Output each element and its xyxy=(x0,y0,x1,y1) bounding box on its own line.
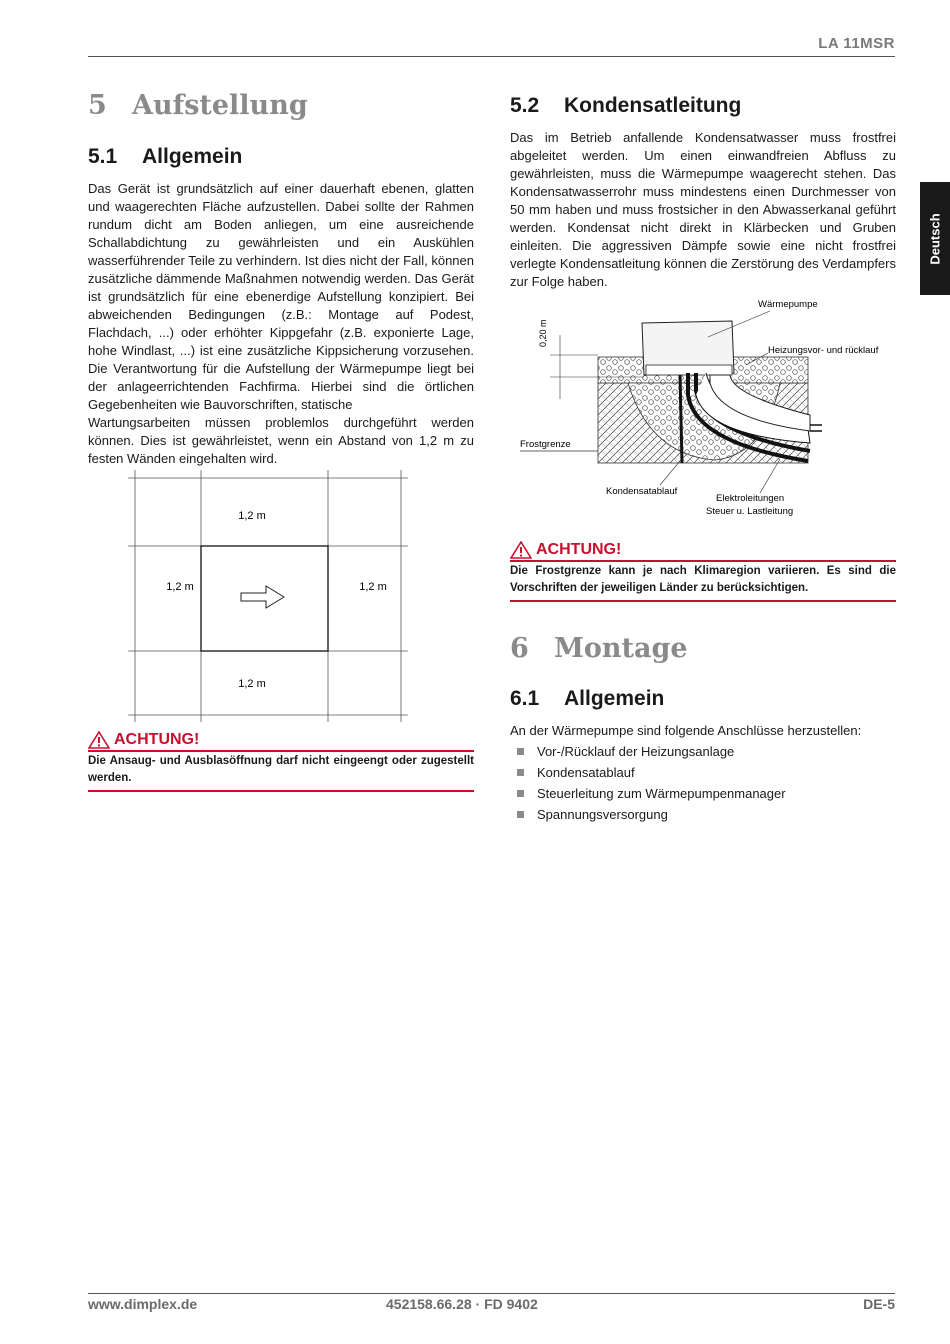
condensate-figure xyxy=(510,295,896,525)
footer-document-number: 452158.66.28 · FD 9402 xyxy=(386,1296,538,1312)
warning-bottom-rule xyxy=(88,790,474,792)
frost-line-label: Frostgrenze xyxy=(520,439,571,450)
clearance-diagram xyxy=(88,470,474,725)
subsection-title: Allgemein xyxy=(142,145,243,168)
paragraph-wartung: Wartungsarbeiten müssen problemlos durchgeführt werden können. Dies ist gewährleistet, wenn ein Abstand von 1,2 m zu festen Wänden eingehalten wird. xyxy=(88,415,474,466)
subsection-number: 5.1 xyxy=(88,145,118,168)
heading-5-2 xyxy=(510,94,741,118)
list-item-text: Steuerleitung zum Wärmepumpenmanager xyxy=(537,786,786,801)
warning-text: Die Frostgrenze kann je nach Klimaregion variieren. Es sind die Vorschriften der jeweiligen Länder zu berücksichtigen. xyxy=(510,565,896,594)
warning-text: Die Ansaug- und Ausblasöffnung darf nicht eingeengt oder zugestellt werden. xyxy=(88,755,474,784)
list-item xyxy=(510,783,896,804)
warning-title-row xyxy=(510,541,896,559)
connection-list xyxy=(510,741,896,825)
heat-pump-label: Wärmepumpe xyxy=(758,299,818,310)
language-tab-label: Deutsch xyxy=(927,212,943,265)
heading-5-1 xyxy=(88,145,242,169)
section-title: Aufstellung xyxy=(132,90,308,121)
clearance-left-label: 1,2 m xyxy=(166,581,194,593)
paragraph-kondensat: Das im Betrieb anfallende Kondensatwasser muss frostfrei abgeleitet werden. Um einen einwandfreien Abfluss zu gewährleisten, muss die Wärmepumpe waagerecht stehen. Das Kondensatwasserrohr muss mindestens einen Durchmesser von 50 mm haben und muss frostsicher in den Abwasserkanal geführt werden. Kondensat nicht direkt in Klärbecken und Gruben einleiten. Die aggressiven Dämpfe sowie eine nicht frostfrei verlegte Kondensatleitung können die Zerstörung des Verdampfers zur Folge haben. xyxy=(510,130,896,289)
bullet-square-icon xyxy=(517,769,524,776)
footer-rule xyxy=(88,1293,895,1294)
footer-website[interactable]: www.dimplex.de xyxy=(88,1296,198,1312)
list-item xyxy=(510,741,896,762)
subsection-number: 6.1 xyxy=(510,687,540,710)
list-item-text: Spannungsversorgung xyxy=(537,807,668,822)
section-title: Montage xyxy=(554,633,688,664)
heading-section-6 xyxy=(510,633,688,664)
subsection-title: Kondensatleitung xyxy=(564,94,742,117)
warning-triangle-icon xyxy=(510,541,532,559)
warning-box-frostgrenze xyxy=(510,541,896,602)
heading-6-1 xyxy=(510,687,664,711)
bullet-square-icon xyxy=(517,748,524,755)
footer-page-number: DE-5 xyxy=(863,1296,895,1312)
clearance-bottom-label: 1,2 m xyxy=(238,678,266,690)
list-item xyxy=(510,762,896,783)
warning-triangle-icon xyxy=(88,731,110,749)
header-rule xyxy=(88,56,895,57)
clearance-right-label: 1,2 m xyxy=(359,581,387,593)
list-item-text: Vor-/Rücklauf der Heizungsanlage xyxy=(537,744,735,759)
warning-bottom-rule xyxy=(510,600,896,602)
section-number: 6 xyxy=(510,633,529,664)
list-item xyxy=(510,804,896,825)
paragraph-aufstellung: Das Gerät ist grundsätzlich auf einer dauerhaft ebenen, glatten und waagerechten Fläche aufzustellen. Dabei sollte der Rahmen rundum dicht am Boden anliegen, um eine ausreichende Schallabdichtung zu gewährleisten und ein Auskühlen wasserführender Teile zu verhindern. Ist dies nicht der Fall, können zusätzliche dämmende Maßnahmen notwendig werden. Das Gerät ist grundsätzlich für eine ebenerdige Aufstellung konzipiert. Bei abweichenden Bedingungen (z.B.: Montage auf Podest, Flachdach, ...) oder erhöhter Kippgefahr (z.B. exponierte Lage, hohe Windlast, ...) ist eine zusätzliche Kippsicherung vorzusehen. Die Verantwortung für die Aufstellung der Wärmepumpe liegt bei der anlageerrichtenden Fachfirma. Hierbei sind die örtlichen Gegebenheiten wie Bauvorschriften, statische xyxy=(88,181,474,412)
control-line-label: Steuer u. Lastleitung xyxy=(706,506,794,517)
section-number: 5 xyxy=(88,90,107,121)
warning-box-ansaug xyxy=(88,731,474,792)
subsection-title: Allgemein xyxy=(564,687,665,710)
warning-title: ACHTUNG! xyxy=(114,731,200,748)
language-tab xyxy=(920,182,950,295)
electric-lines-label: Elektroleitungen xyxy=(716,493,785,504)
clearance-top-label: 1,2 m xyxy=(238,510,266,522)
bullet-square-icon xyxy=(517,811,524,818)
document-model: LA 11MSR xyxy=(818,35,895,52)
height-label: 0,20 m xyxy=(538,319,548,347)
list-item-text: Kondensatablauf xyxy=(537,765,635,780)
warning-title-row xyxy=(88,731,474,749)
subsection-number: 5.2 xyxy=(510,94,540,117)
heading-section-5 xyxy=(88,90,308,121)
warning-title: ACHTUNG! xyxy=(536,541,622,558)
bullet-square-icon xyxy=(517,790,524,797)
heating-pipe-label: Heizungsvor- und rücklauf xyxy=(768,345,879,356)
condensate-drain-label: Kondensatablauf xyxy=(606,486,678,497)
montage-intro: An der Wärmepumpe sind folgende Anschlüsse herzustellen: xyxy=(510,723,862,738)
